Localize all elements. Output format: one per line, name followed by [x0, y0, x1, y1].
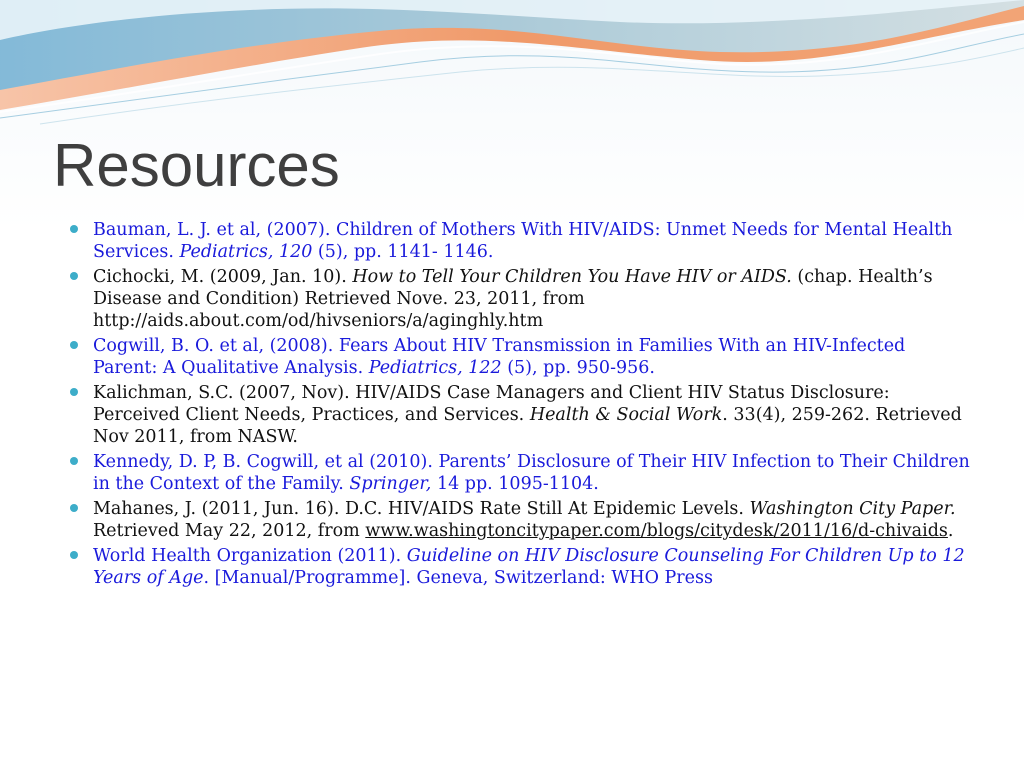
bullet-icon: [70, 341, 78, 349]
bullet-icon: [70, 504, 78, 512]
bullet-icon: [70, 457, 78, 465]
reference-title: How to Tell Your Children You Have HIV or AIDS.: [352, 267, 792, 287]
reference-tail: . [Manual/Programme]. Geneva, Switzerland: WHO Press: [203, 568, 713, 588]
reference-item: [70, 266, 970, 332]
reference-tail: 14 pp. 1095-1104.: [431, 474, 599, 494]
reference-tail: . 33(4), 259-262. Retrieved Nov 2011, from NASW.: [93, 405, 962, 447]
header-wave-decoration: [0, 0, 1024, 130]
bullet-icon: [70, 225, 78, 233]
bullet-icon: [70, 272, 78, 280]
bullet-icon: [70, 551, 78, 559]
reference-item: [70, 545, 970, 589]
reference-tail: Retrieved May 22, 2012, from: [93, 521, 366, 541]
reference-tail: (chap. Health’s Disease and Condition) Retrieved Nove. 23, 2011, from http://aids.about.com/od/hivseniors/a/aginghly.htm: [93, 267, 933, 331]
reference-text: Kalichman, S.C. (2007, Nov). HIV/AIDS Case Managers and Client HIV Status Disclosure: Perceived Client Needs, Practices, and Services.: [93, 383, 890, 425]
reference-text: Mahanes, J. (2011, Jun. 16). D.C. HIV/AIDS Rate Still At Epidemic Levels.: [93, 499, 750, 519]
reference-item: [70, 451, 970, 495]
reference-text: Bauman, L. J. et al, (2007). Children of Mothers With HIV/AIDS: Unmet Needs for Mental Health Services.: [93, 220, 953, 262]
reference-title: Guideline on HIV Disclosure Counseling For Children Up to 12 Years of Age: [93, 546, 965, 588]
reference-item: [70, 382, 970, 448]
reference-journal: Springer,: [349, 474, 432, 494]
reference-item: [70, 219, 970, 263]
reference-item: [70, 498, 970, 542]
reference-link-period: .: [947, 521, 954, 541]
reference-text: Kennedy, D. P, B. Cogwill, et al (2010). Parents’ Disclosure of Their HIV Infection to Their Children in the Context of the Family.: [93, 452, 970, 494]
reference-tail: (5), pp. 950-956.: [501, 358, 655, 378]
reference-journal: Pediatrics, 122: [368, 358, 502, 378]
reference-journal: Pediatrics, 120: [179, 242, 313, 262]
reference-text: World Health Organization (2011).: [93, 546, 407, 566]
reference-text: Cogwill, B. O. et al, (2008). Fears About HIV Transmission in Families With an HIV-Infected Parent: A Qualitative Analysis.: [93, 336, 906, 378]
reference-journal: Washington City Paper.: [749, 499, 956, 519]
page-title: Resources: [53, 132, 340, 199]
reference-journal: Health & Social Work: [529, 405, 723, 425]
reference-list: [70, 219, 970, 592]
reference-text: Cichocki, M. (2009, Jan. 10).: [93, 267, 353, 287]
reference-item: [70, 335, 970, 379]
bullet-icon: [70, 388, 78, 396]
reference-link[interactable]: www.washingtoncitypaper.com/blogs/citydesk/2011/16/d-chivaids: [365, 521, 948, 541]
reference-tail: (5), pp. 1141- 1146.: [312, 242, 494, 262]
